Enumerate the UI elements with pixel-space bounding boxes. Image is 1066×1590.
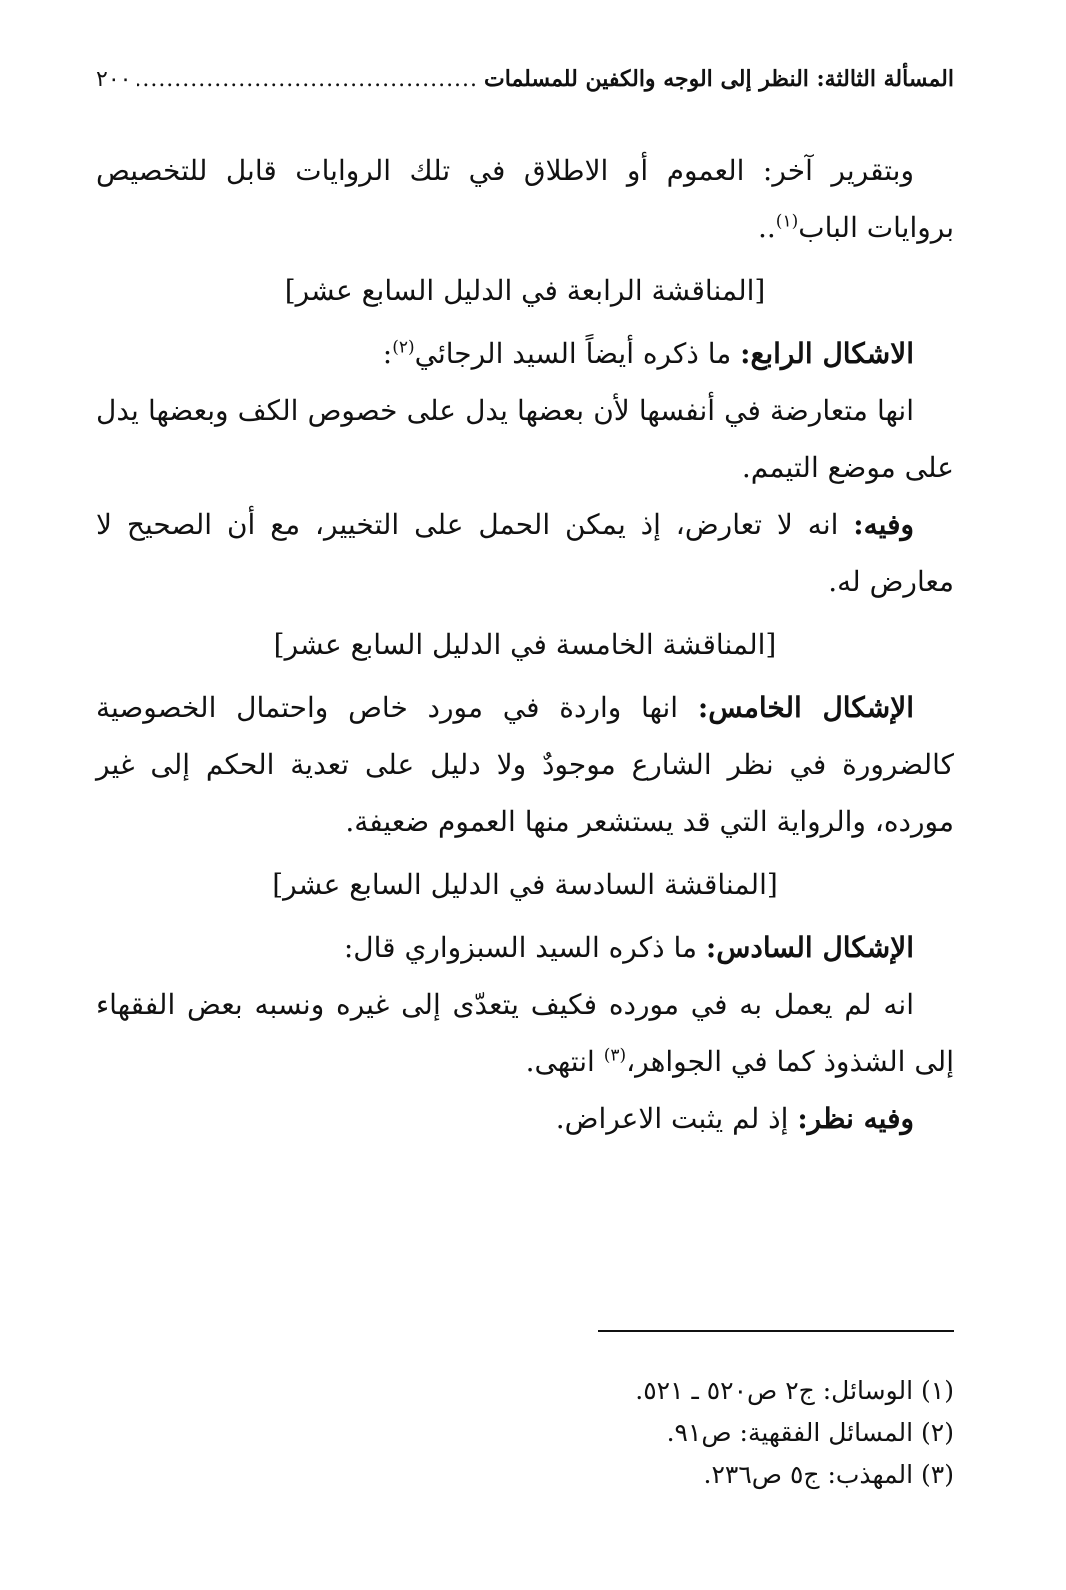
footnote-2: (٢) المسائل الفقهية: ص٩١. xyxy=(666,1418,954,1447)
footnote-1: (١) الوسائل: ج٢ ص٥٢٠ ـ ٥٢١. xyxy=(635,1376,954,1405)
paragraph-4-text: انه لا تعارض، إذ يمكن الحمل على التخيير، مع أن الصحيح لا معارض له. xyxy=(96,508,954,598)
footnote-ref-1: (١) xyxy=(775,211,799,232)
footnote-ref-3: (٣) xyxy=(603,1045,627,1066)
paragraph-2 xyxy=(96,325,954,382)
paragraph-1-tail: .. xyxy=(757,211,776,244)
paragraph-4 xyxy=(96,496,954,610)
paragraph-3: انها متعارضة في أنفسها لأن بعضها يدل على خصوص الكف وبعضها يدل على موضع التيمم. xyxy=(96,394,954,484)
section-heading-fifth-discussion: [المناقشة الخامسة في الدليل السابع عشر] xyxy=(273,628,777,661)
paragraph-5 xyxy=(96,679,954,850)
footnote-3: (٣) المهذب: ج٥ ص٢٣٦. xyxy=(703,1460,954,1489)
paragraph-6-lead: الإشكال السادس: xyxy=(705,931,914,964)
paragraph-1 xyxy=(96,142,954,256)
paragraph-4-lead: وفيه: xyxy=(853,508,914,541)
paragraph-7 xyxy=(96,976,954,1090)
paragraph-8 xyxy=(96,1090,954,1147)
paragraph-2-tail: : xyxy=(382,337,393,370)
footnotes xyxy=(96,1370,954,1496)
section-heading-fourth-discussion: [المناقشة الرابعة في الدليل السابع عشر] xyxy=(284,274,766,307)
paragraph-1-text: وبتقرير آخر: العموم أو الاطلاق في تلك الروايات قابل للتخصيص بروايات الباب xyxy=(96,154,954,244)
paragraph-7-tail: انتهى. xyxy=(525,1045,604,1078)
paragraph-5-text: انها واردة في مورد خاص واحتمال الخصوصية كالضرورة في نظر الشارع موجودٌ ولا دليل على تعدية الحكم إلى غير مورده، والرواية التي قد يستشعر منها العموم ضعيفة. xyxy=(96,691,954,838)
footnote-ref-2: (٢) xyxy=(392,337,415,358)
section-heading-sixth-discussion: [المناقشة السادسة في الدليل السابع عشر] xyxy=(272,868,778,901)
paragraph-2-lead: الاشكال الرابع: xyxy=(740,337,914,370)
header-leader-dots xyxy=(137,67,478,92)
page-number: ٢٠٠ xyxy=(96,67,132,92)
footnote-separator xyxy=(598,1330,954,1332)
paragraph-6-text: ما ذكره السيد السبزواري قال: xyxy=(343,931,706,964)
running-header xyxy=(96,52,954,92)
paragraph-8-text: إذ لم يثبت الاعراض. xyxy=(555,1102,798,1135)
paragraph-7-text: انه لم يعمل به في مورده فكيف يتعدّى إلى غيره ونسبه بعض الفقهاء إلى الشذوذ كما في الجواهر، xyxy=(96,988,954,1078)
body-text xyxy=(96,142,954,1147)
header-title: المسألة الثالثة: النظر إلى الوجه والكفين للمسلمات xyxy=(484,66,954,92)
paragraph-6 xyxy=(96,919,954,976)
paragraph-2-text: ما ذكره أيضاً السيد الرجائي xyxy=(414,337,741,370)
paragraph-5-lead: الإشكال الخامس: xyxy=(697,691,914,724)
paragraph-8-lead: وفيه نظر: xyxy=(797,1102,914,1135)
